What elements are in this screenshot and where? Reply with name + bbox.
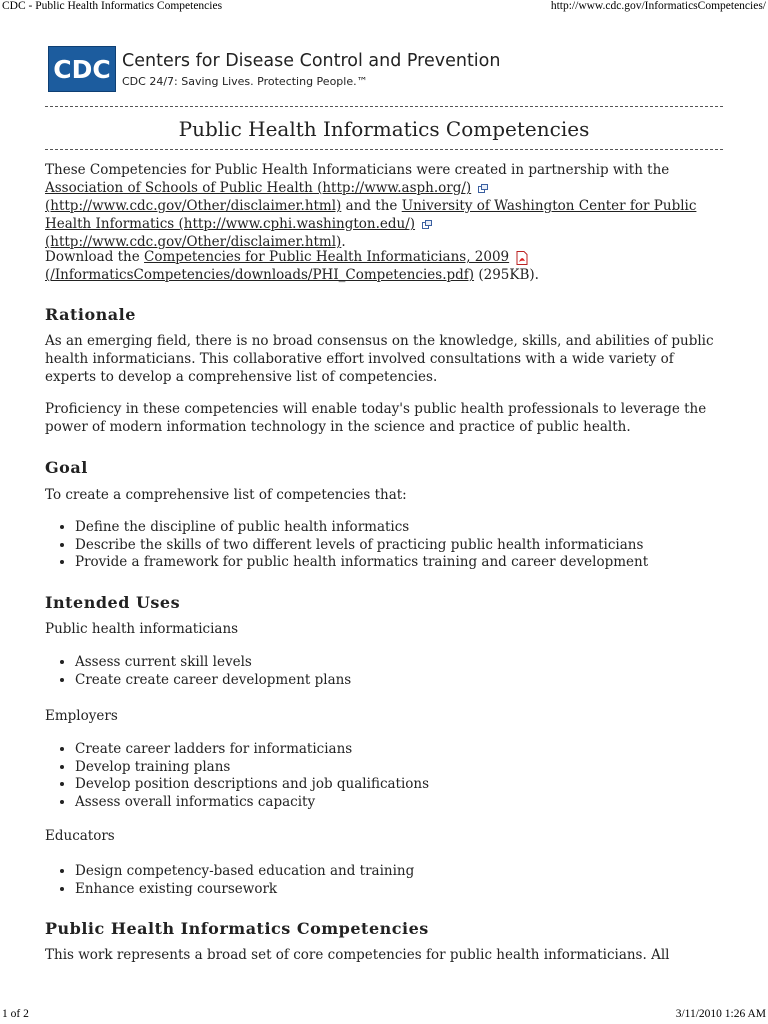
rationale-paragraph-1 — [45, 332, 723, 386]
download-prefix: Download the — [45, 249, 140, 265]
competencies-heading: Public Health Informatics Competencies — [45, 919, 429, 938]
goal-intro-text: To create a comprehensive list of competencies that: — [45, 487, 407, 503]
download-size: (295KB). — [478, 267, 539, 283]
asph-link[interactable]: Association of Schools of Public Health (http://www.asph.org/) — [45, 180, 472, 196]
list-item: • Enhance existing coursework — [75, 881, 414, 899]
intro-text: These Competencies for Public Health Informaticians were created in partnership with the — [45, 162, 670, 178]
competencies-paragraph — [45, 946, 723, 964]
period-text: . — [341, 234, 346, 250]
list-item: • Create career ladders for informaticians — [75, 741, 429, 759]
page-number: 1 of 2 — [2, 1008, 29, 1020]
goal-heading: Goal — [45, 458, 88, 477]
external-link-icon[interactable] — [478, 184, 488, 193]
external-link-icon[interactable] — [422, 220, 432, 229]
disclaimer-link-2[interactable]: (http://www.cdc.gov/Other/disclaimer.html) — [45, 234, 342, 250]
list-item: • Define the discipline of public health informatics — [75, 519, 648, 537]
rationale-paragraph-2 — [45, 400, 723, 436]
list-item: • Develop training plans — [75, 759, 429, 777]
uses-group-label — [45, 827, 723, 845]
print-footer — [0, 1008, 768, 1024]
list-item: • Provide a framework for public health informatics training and career development — [75, 554, 648, 572]
informaticians-uses-list — [55, 654, 351, 689]
rationale-heading: Rationale — [45, 305, 136, 324]
print-header — [0, 0, 768, 16]
page-title: Public Health Informatics Competencies — [178, 117, 590, 141]
and-the-text: and the — [345, 198, 398, 214]
list-item: • Create create career development plans — [75, 672, 351, 690]
print-datetime: 3/11/2010 1:26 AM — [675, 1008, 766, 1020]
uw-cphi-link[interactable]: University of Washington Center for Public Health Informatics (http://www.cphi.washington.edu/) — [45, 198, 697, 232]
goal-intro — [45, 486, 723, 504]
rationale-text-2: Proficiency in these competencies will enable today's public health professionals to leverage the power of modern information technology in the science and practice of public health. — [45, 401, 707, 435]
rationale-text-1: As an emerging field, there is no broad consensus on the knowledge, skills, and abilities of public health informaticians. This collaborative effort involved consultations with a wide variety of experts to develop a comprehensive list of competencies. — [45, 333, 714, 385]
list-item: • Design competency-based education and training — [75, 863, 414, 881]
disclaimer-link-1[interactable]: (http://www.cdc.gov/Other/disclaimer.html) — [45, 198, 342, 214]
cdc-logo-org-name: Centers for Disease Control and Prevention — [122, 51, 501, 71]
list-item: • Assess overall informatics capacity — [75, 794, 429, 812]
cdc-logo-tagline: CDC 24/7: Saving Lives. Protecting People.™ — [122, 75, 368, 88]
uses-group-label-text: Public health informaticians — [45, 621, 239, 637]
goal-list — [55, 519, 648, 572]
educators-uses-list — [55, 863, 414, 898]
print-header-title: CDC - Public Health Informatics Competencies — [2, 0, 223, 12]
print-header-url: http://www.cdc.gov/InformaticsCompetencies/ — [550, 0, 766, 12]
pdf-icon[interactable] — [516, 251, 528, 265]
title-divider-bottom — [45, 149, 723, 150]
uses-group-label-text: Employers — [45, 708, 118, 724]
employers-uses-list — [55, 741, 429, 811]
cdc-logo-mark: CDC — [48, 46, 116, 92]
title-divider-top — [45, 106, 723, 107]
download-paragraph — [45, 248, 723, 284]
uses-group-label — [45, 620, 723, 638]
list-item: • Describe the skills of two different levels of practicing public health informaticians — [75, 537, 648, 555]
list-item: • Develop position descriptions and job qualifications — [75, 776, 429, 794]
competencies-text: This work represents a broad set of core competencies for public health informaticians. All — [45, 947, 670, 963]
cdc-logo[interactable] — [48, 46, 501, 96]
uses-group-label-text: Educators — [45, 828, 115, 844]
download-pdf-link[interactable]: Competencies for Public Health Informaticians, 2009 — [144, 249, 510, 265]
intro-paragraph — [45, 161, 723, 251]
list-item: • Assess current skill levels — [75, 654, 351, 672]
download-pdf-path-link[interactable]: (/InformaticsCompetencies/downloads/PHI_Competencies.pdf) — [45, 267, 475, 283]
uses-group-label — [45, 707, 723, 725]
intended-uses-heading: Intended Uses — [45, 593, 181, 612]
